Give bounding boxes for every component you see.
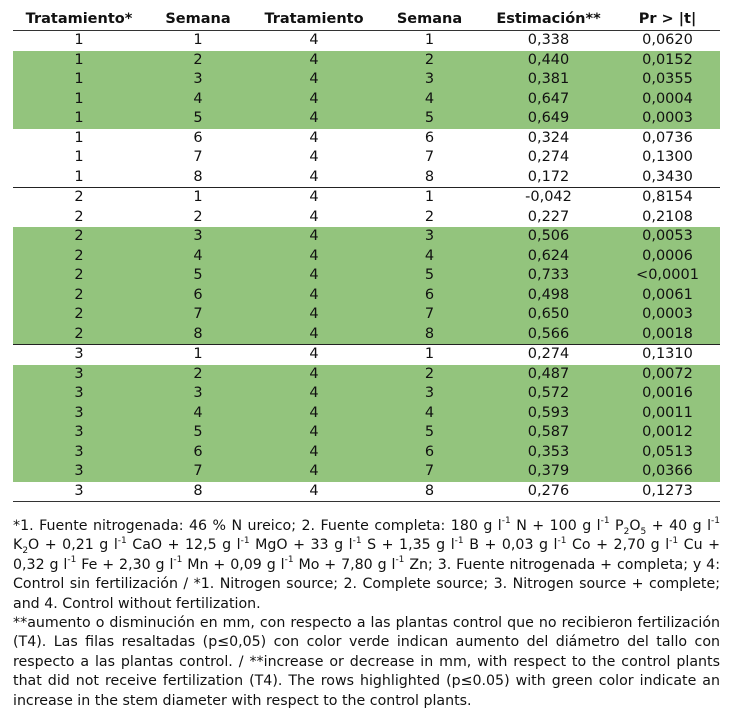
table-row [13, 266, 720, 286]
cell-pr-t: 0,0736 [642, 129, 693, 146]
subscript: 5 [640, 526, 647, 537]
cell-pr-t: 0,0620 [642, 32, 693, 48]
cell-tratamiento-2: 4 [251, 482, 377, 502]
cell-semana-1: 8 [145, 482, 251, 502]
cell-semana-2: 7 [377, 305, 482, 325]
cell-semana-2: 6 [377, 286, 482, 306]
cell-tratamiento-2: 4 [309, 32, 319, 48]
superscript: -1 [454, 535, 464, 546]
table-row [13, 305, 720, 325]
cell-semana-1: 4 [145, 247, 251, 267]
cell-pr-t: 0,2108 [642, 208, 693, 225]
cell-tratamiento-1: 1 [74, 32, 84, 48]
cell-semana-1: 1 [145, 345, 251, 365]
cell-semana-1: 2 [193, 208, 203, 225]
cell-pr-t: 0,1310 [615, 345, 720, 365]
cell-semana-1: 7 [145, 305, 251, 325]
cell-semana-2: 7 [424, 149, 435, 165]
superscript: -1 [67, 555, 77, 566]
cell-estimacion: 0,338 [527, 32, 570, 48]
cell-estimacion: 0,487 [482, 365, 615, 385]
cell-semana-1: 5 [145, 266, 251, 286]
cell-pr-t: 0,0152 [615, 51, 720, 71]
cell-semana-1: 5 [145, 423, 251, 443]
footnote-text: MgO + 33 g l [249, 537, 353, 554]
superscript: -1 [173, 555, 183, 566]
table-row [13, 148, 720, 168]
cell-tratamiento-1: 1 [13, 70, 145, 90]
cell-tratamiento-2: 4 [251, 266, 377, 286]
results-table [13, 8, 720, 502]
cell-tratamiento-1: 1 [74, 168, 84, 185]
cell-semana-1: 3 [145, 227, 251, 247]
cell-semana-1: 8 [145, 325, 251, 345]
table-row [13, 168, 720, 188]
cell-semana-1: 5 [145, 109, 251, 129]
cell-semana-1: 6 [193, 129, 203, 146]
cell-semana-1: 7 [145, 462, 251, 482]
footnote-text: O [629, 518, 641, 534]
cell-semana-2: 4 [377, 404, 482, 424]
cell-tratamiento-1: 3 [13, 423, 145, 443]
cell-tratamiento-1: 2 [13, 247, 145, 267]
cell-semana-1: 4 [145, 90, 251, 110]
cell-estimacion: 0,572 [482, 384, 615, 404]
cell-tratamiento-1: 2 [13, 266, 145, 286]
footnote-text: Mo + 7,80 g l [293, 556, 396, 573]
cell-tratamiento-2: 4 [251, 423, 377, 443]
cell-semana-2: 6 [424, 129, 435, 146]
cell-pr-t: 0,0053 [615, 227, 720, 247]
cell-semana-1: 7 [193, 149, 203, 165]
footnote-text: B + 0,03 g l [463, 537, 558, 554]
table-row [13, 365, 720, 385]
cell-semana-2: 1 [377, 188, 482, 208]
cell-estimacion: 0,566 [482, 325, 615, 345]
table-row [13, 423, 720, 443]
cell-estimacion: 0,274 [527, 149, 570, 165]
cell-estimacion: 0,650 [482, 305, 615, 325]
cell-pr-t: 0,0003 [615, 305, 720, 325]
cell-tratamiento-2: 4 [251, 443, 377, 463]
page [13, 8, 720, 711]
cell-tratamiento-1: 3 [13, 404, 145, 424]
cell-semana-1: 6 [145, 443, 251, 463]
subscript: 2 [623, 526, 630, 537]
cell-estimacion: 0,498 [482, 286, 615, 306]
cell-tratamiento-2: 4 [309, 168, 319, 185]
cell-tratamiento-1: 1 [13, 90, 145, 110]
table-row [13, 384, 720, 404]
cell-tratamiento-1: 3 [13, 482, 145, 502]
cell-estimacion: 0,324 [527, 129, 570, 146]
cell-tratamiento-1: 2 [13, 286, 145, 306]
footnote-text: P [609, 518, 624, 534]
cell-tratamiento-1: 3 [13, 443, 145, 463]
table-row [13, 90, 720, 110]
cell-pr-t: 0,0012 [615, 423, 720, 443]
cell-tratamiento-1: 1 [74, 129, 84, 146]
cell-tratamiento-2: 4 [309, 129, 319, 146]
superscript: -1 [352, 535, 362, 546]
superscript: -1 [395, 555, 405, 566]
cell-tratamiento-1: 3 [13, 345, 145, 365]
cell-semana-1: 4 [145, 404, 251, 424]
cell-semana-1: 8 [193, 168, 203, 185]
footnotes [13, 517, 720, 711]
cell-pr-t: 0,0006 [615, 247, 720, 267]
cell-tratamiento-1: 2 [74, 208, 84, 225]
cell-estimacion: 0,276 [482, 482, 615, 502]
footnote-text: + 40 g l [646, 518, 712, 534]
cell-estimacion: 0,379 [482, 462, 615, 482]
cell-estimacion: 0,506 [482, 227, 615, 247]
footnote-text: Co + 2,70 g l [566, 537, 670, 554]
header-tratamiento-1: Tratamiento* [13, 8, 145, 31]
cell-tratamiento-2: 4 [251, 70, 377, 90]
table-row [13, 227, 720, 247]
cell-tratamiento-1: 1 [13, 109, 145, 129]
superscript: -1 [669, 535, 679, 546]
table-row [13, 51, 720, 71]
cell-estimacion: 0,647 [482, 90, 615, 110]
cell-semana-2: 4 [377, 247, 482, 267]
table-row [13, 31, 720, 51]
cell-pr-t: 0,1300 [642, 149, 693, 165]
cell-pr-t: 0,0003 [615, 109, 720, 129]
cell-tratamiento-2: 4 [251, 365, 377, 385]
cell-pr-t: 0,0072 [615, 365, 720, 385]
cell-tratamiento-1: 2 [13, 188, 145, 208]
cell-semana-2: 1 [424, 32, 435, 48]
footnote-text: Fe + 2,30 g l [76, 556, 174, 573]
superscript: -1 [117, 535, 127, 546]
superscript: -1 [240, 535, 250, 546]
cell-pr-t: 0,0011 [615, 404, 720, 424]
footnote-text: K [13, 537, 23, 554]
footnote-text: Mn + 0,09 g l [182, 556, 285, 573]
cell-estimacion: 0,733 [482, 266, 615, 286]
cell-estimacion: -0,042 [482, 188, 615, 208]
table-row [13, 482, 720, 502]
superscript: -1 [600, 516, 610, 527]
table-header-row [13, 8, 720, 31]
cell-pr-t: 0,1273 [615, 482, 720, 502]
footnote-estimation: **aumento o disminución en mm, con respecto a las plantas control que no recibieron fertilización (T4). Las filas resaltadas (p≤0,05) con color verde indican aumento del diámetro del tallo con respecto a las plantas control. / **increase or decrease in mm, with respect to the control plants that did not receive fertilization (T4). The rows highlighted (p≤0.05) with green color indicate an increase in the stem diameter with respect to the control plants. [13, 615, 720, 709]
cell-tratamiento-1: 2 [13, 227, 145, 247]
table-row [13, 345, 720, 365]
footnote-text: Zn; 3. Fuente nitrogenada + completa; y 4: Control sin fertilización / *1. Nitrogen source; 2. Complete source; 3. Nitrogen source + complete; and 4. Control without fertilization. [13, 556, 720, 612]
cell-semana-1: 1 [193, 32, 203, 48]
header-pr-t: Pr > |t| [615, 8, 720, 31]
cell-tratamiento-2: 4 [251, 286, 377, 306]
cell-semana-1: 2 [145, 51, 251, 71]
cell-estimacion: 0,440 [482, 51, 615, 71]
header-tratamiento-2: Tratamiento [251, 8, 377, 31]
cell-pr-t: 0,0513 [615, 443, 720, 463]
cell-pr-t: 0,0004 [615, 90, 720, 110]
cell-semana-2: 5 [377, 266, 482, 286]
cell-semana-2: 1 [377, 345, 482, 365]
cell-semana-1: 3 [145, 70, 251, 90]
cell-tratamiento-2: 4 [251, 305, 377, 325]
cell-pr-t: 0,0366 [615, 462, 720, 482]
cell-tratamiento-2: 4 [251, 109, 377, 129]
cell-pr-t: 0,0018 [615, 325, 720, 345]
footnote-text: S + 1,35 g l [361, 537, 455, 554]
cell-pr-t: <0,0001 [615, 266, 720, 286]
table-row [13, 129, 720, 149]
table-row [13, 70, 720, 90]
table-row [13, 286, 720, 306]
cell-semana-2: 5 [377, 423, 482, 443]
cell-semana-2: 2 [377, 365, 482, 385]
cell-semana-1: 3 [145, 384, 251, 404]
cell-tratamiento-2: 4 [251, 404, 377, 424]
cell-tratamiento-2: 4 [309, 149, 319, 165]
table-row [13, 325, 720, 345]
superscript: -1 [711, 516, 720, 527]
cell-tratamiento-1: 3 [13, 384, 145, 404]
cell-tratamiento-1: 3 [13, 462, 145, 482]
cell-pr-t: 0,0016 [615, 384, 720, 404]
table-body [13, 31, 720, 502]
cell-semana-1: 2 [145, 365, 251, 385]
cell-semana-2: 2 [424, 208, 435, 225]
cell-tratamiento-2: 4 [251, 325, 377, 345]
footnote-text: N + 100 g l [510, 518, 601, 534]
cell-tratamiento-2: 4 [251, 247, 377, 267]
cell-tratamiento-1: 1 [74, 149, 84, 165]
cell-tratamiento-1: 3 [13, 365, 145, 385]
cell-tratamiento-2: 4 [309, 208, 319, 225]
header-semana-1: Semana [145, 8, 251, 31]
cell-semana-2: 3 [377, 227, 482, 247]
header-estimacion: Estimación** [482, 8, 615, 31]
superscript: -1 [501, 516, 511, 527]
cell-pr-t: 0,0355 [615, 70, 720, 90]
subscript: 2 [22, 546, 29, 557]
table-row [13, 208, 720, 228]
cell-tratamiento-1: 1 [13, 51, 145, 71]
cell-tratamiento-1: 2 [13, 325, 145, 345]
cell-pr-t: 0,8154 [615, 188, 720, 208]
table-row [13, 462, 720, 482]
superscript: -1 [284, 555, 294, 566]
table-row [13, 247, 720, 267]
footnote-text: O + 0,21 g l [28, 537, 118, 554]
header-semana-2: Semana [377, 8, 482, 31]
cell-tratamiento-2: 4 [251, 462, 377, 482]
cell-tratamiento-2: 4 [251, 51, 377, 71]
cell-semana-2: 8 [424, 168, 435, 185]
footnote-text: CaO + 12,5 g l [126, 537, 241, 554]
cell-pr-t: 0,0061 [615, 286, 720, 306]
cell-semana-2: 7 [377, 462, 482, 482]
cell-semana-2: 4 [377, 90, 482, 110]
cell-tratamiento-2: 4 [251, 384, 377, 404]
cell-estimacion: 0,274 [482, 345, 615, 365]
cell-semana-2: 8 [377, 482, 482, 502]
cell-estimacion: 0,353 [482, 443, 615, 463]
cell-estimacion: 0,172 [527, 168, 570, 185]
cell-semana-2: 3 [377, 70, 482, 90]
footnote-text: Cu + 0,32 g l [13, 537, 720, 573]
cell-semana-2: 8 [377, 325, 482, 345]
cell-tratamiento-1: 2 [13, 305, 145, 325]
cell-tratamiento-2: 4 [251, 90, 377, 110]
cell-estimacion: 0,587 [482, 423, 615, 443]
cell-estimacion: 0,649 [482, 109, 615, 129]
cell-estimacion: 0,381 [482, 70, 615, 90]
cell-semana-1: 1 [145, 188, 251, 208]
cell-semana-2: 3 [377, 384, 482, 404]
cell-pr-t: 0,3430 [642, 168, 693, 185]
cell-estimacion: 0,593 [482, 404, 615, 424]
table-row [13, 109, 720, 129]
cell-tratamiento-2: 4 [251, 188, 377, 208]
table-row [13, 188, 720, 208]
footnote-text: *1. Fuente nitrogenada: 46 % N ureico; 2. Fuente completa: 180 g l [13, 518, 502, 534]
cell-tratamiento-2: 4 [251, 345, 377, 365]
cell-semana-1: 6 [145, 286, 251, 306]
cell-estimacion: 0,227 [527, 208, 570, 225]
cell-estimacion: 0,624 [482, 247, 615, 267]
cell-semana-2: 2 [377, 51, 482, 71]
table-row [13, 404, 720, 424]
table-row [13, 443, 720, 463]
cell-tratamiento-2: 4 [251, 227, 377, 247]
cell-semana-2: 6 [377, 443, 482, 463]
cell-semana-2: 5 [377, 109, 482, 129]
superscript: -1 [557, 535, 567, 546]
footnote-treatments [13, 517, 720, 614]
